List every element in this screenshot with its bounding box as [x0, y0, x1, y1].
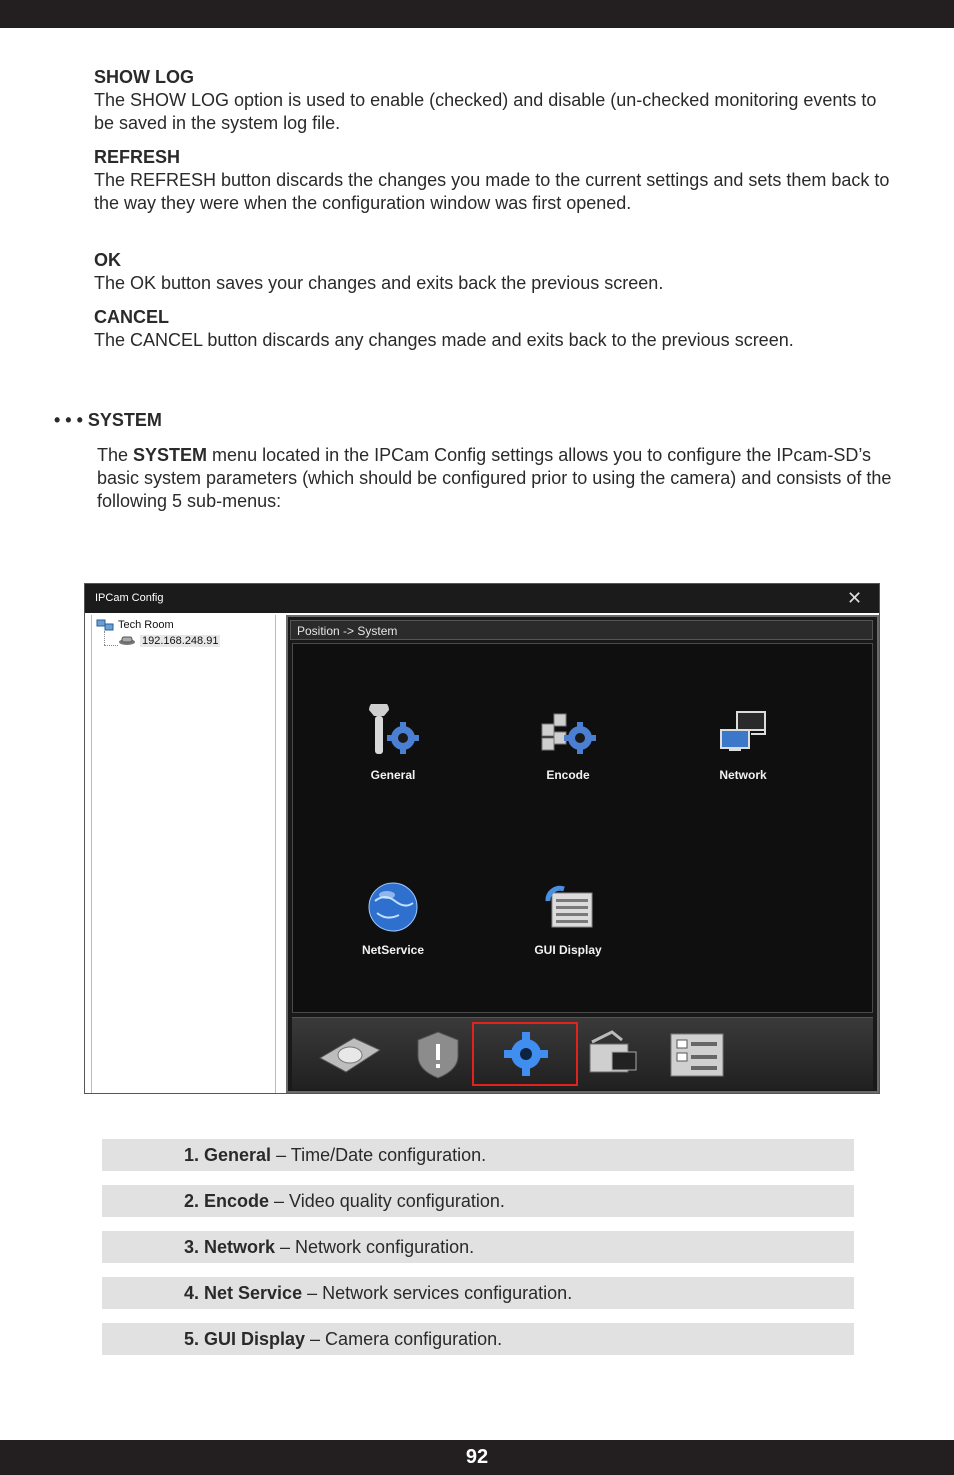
close-icon[interactable]: ✕ — [847, 588, 863, 608]
globe-icon — [361, 879, 425, 935]
menu-item-label: GUI Display — [534, 943, 602, 957]
menu-grid — [292, 643, 873, 1013]
list-item-name: Net Service — [204, 1283, 303, 1303]
tree-connector — [104, 631, 106, 645]
section-text: The REFRESH button discards the changes you made to the current settings and sets them back to the way they were when the configuration window was first opened. — [94, 170, 890, 213]
system-desc-pre: The — [97, 445, 134, 465]
list-item-name: GUI Display — [204, 1329, 306, 1349]
display-list-icon — [536, 879, 600, 935]
menu-item-netservice[interactable] — [333, 879, 453, 957]
menu-item-label: General — [370, 768, 416, 782]
section-text: The CANCEL button discards any changes made and exits back to the previous screen. — [94, 330, 794, 350]
list-item-name: Encode — [204, 1191, 270, 1211]
menu-item-label: Encode — [546, 768, 590, 782]
list-item-name: Network — [204, 1237, 276, 1257]
menu-item-network[interactable] — [683, 704, 803, 782]
position-breadcrumb: Position -> System — [290, 620, 873, 640]
list-item-number: 5. — [184, 1329, 205, 1349]
list-item-number: 3. — [184, 1237, 205, 1257]
menu-item-gui-display[interactable] — [508, 879, 628, 957]
gear-icon[interactable] — [497, 1028, 555, 1080]
shield-icon[interactable] — [412, 1028, 464, 1080]
camera-icon — [118, 635, 136, 647]
disk-icon[interactable] — [314, 1028, 386, 1080]
section-text: The SHOW LOG option is used to enable (checked) and disable (un-checked monitoring events to be saved in the system log file. — [94, 90, 877, 133]
list-item-number: 2. — [184, 1191, 205, 1211]
checklist-icon[interactable] — [667, 1028, 727, 1080]
list-item-desc: – Network configuration. — [275, 1237, 475, 1257]
tree-device-label[interactable]: 192.168.248.91 — [142, 635, 219, 647]
list-item-desc: – Video quality configuration. — [269, 1191, 505, 1211]
system-description — [97, 444, 897, 513]
tree-root-label[interactable]: Tech Room — [118, 619, 174, 631]
list-item-name: General — [204, 1145, 272, 1165]
system-desc-bold: SYSTEM — [133, 445, 208, 465]
menu-item-general[interactable] — [333, 704, 453, 782]
blocks-gear-icon — [536, 704, 600, 760]
section-refresh — [94, 146, 894, 215]
menu-item-label: Network — [719, 768, 767, 782]
list-item-desc: – Time/Date configuration. — [271, 1145, 487, 1165]
list-item — [102, 1185, 854, 1217]
list-item-desc: – Camera configuration. — [305, 1329, 503, 1349]
menu-item-label: NetService — [361, 943, 425, 957]
system-panel — [286, 615, 879, 1093]
window-titlebar — [85, 584, 879, 613]
section-heading: REFRESH — [94, 147, 181, 167]
list-item-number: 1. — [184, 1145, 205, 1165]
bottom-dock — [292, 1017, 873, 1090]
list-item — [102, 1139, 854, 1171]
page-number: 92 — [465, 1446, 489, 1468]
section-cancel — [94, 306, 894, 352]
window-title: IPCam Config — [95, 592, 164, 604]
tree-connector — [104, 645, 118, 647]
section-heading: CANCEL — [94, 307, 169, 327]
device-tree — [91, 615, 276, 1093]
network-icon — [96, 619, 114, 631]
list-item — [102, 1277, 854, 1309]
system-desc-post: menu located in the IPCam Config settings allows you to configure the IPcam-SD’s basic system parameters (which should be configured prior to using the camera) and consists of the following 5 sub-menus: — [97, 445, 892, 511]
list-item-number: 4. — [184, 1283, 205, 1303]
section-show-log — [94, 66, 894, 135]
section-heading: SHOW LOG — [94, 67, 194, 87]
ipcam-config-window — [84, 583, 880, 1094]
wrench-gear-icon — [361, 704, 425, 760]
list-item — [102, 1323, 854, 1355]
system-heading: • • • SYSTEM — [54, 410, 162, 430]
tools-monitor-icon[interactable] — [582, 1028, 646, 1080]
network-monitors-icon — [711, 704, 775, 760]
section-heading: OK — [94, 250, 121, 270]
section-ok — [94, 249, 894, 295]
list-item-desc: – Network services configuration. — [302, 1283, 573, 1303]
list-item — [102, 1231, 854, 1263]
menu-item-encode[interactable] — [508, 704, 628, 782]
section-text: The OK button saves your changes and exits back the previous screen. — [94, 273, 664, 293]
top-bar — [0, 0, 954, 28]
